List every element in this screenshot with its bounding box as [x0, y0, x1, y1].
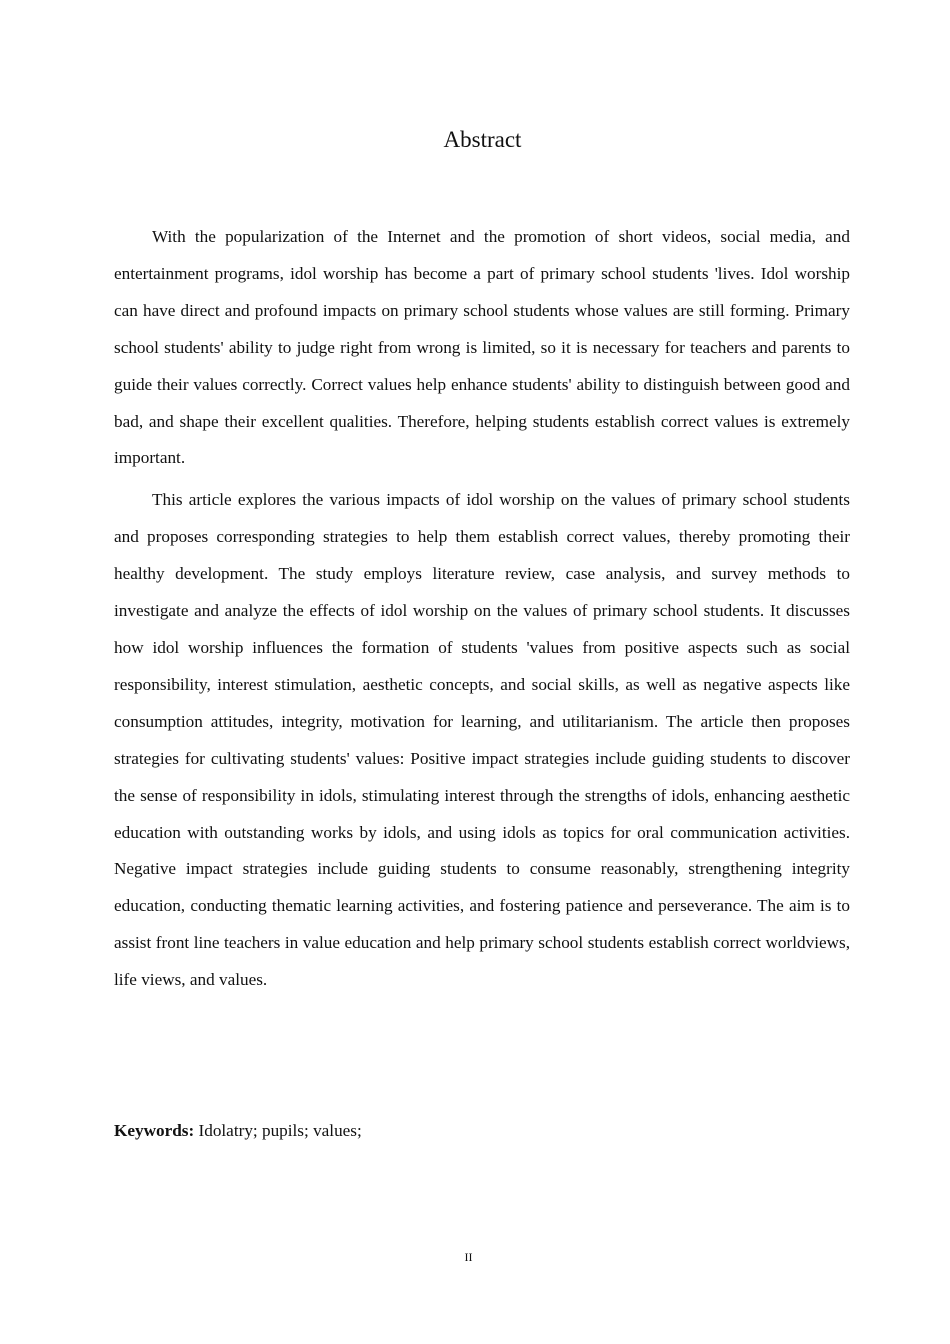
keywords-line	[114, 1114, 850, 1148]
keywords-label: Keywords:	[114, 1121, 195, 1140]
abstract-paragraph-1: With the popularization of the Internet and the promotion of short videos, social media, and entertainment programs, idol worship has become a part of primary school students 'lives. Idol worship can have direct and profound impacts on primary school students whose values are still forming. Primary school students' ability to judge right from wrong is limited, so it is necessary for teachers and parents to guide their values correctly. Correct values help enhance students' ability to distinguish between good and bad, and shape their excellent qualities. Therefore, helping students establish correct values is extremely important.	[114, 227, 850, 468]
keywords-value: Idolatry; pupils; values;	[198, 1121, 362, 1140]
abstract-paragraph-2: This article explores the various impacts of idol worship on the values of primary school students and proposes corresponding strategies to help them establish correct values, thereby promoting their healthy development. The study employs literature review, case analysis, and survey methods to investigate and analyze the effects of idol worship on the values of primary school students. It discusses how idol worship influences the formation of students 'values from positive aspects such as social responsibility, interest stimulation, aesthetic concepts, and social skills, as well as negative aspects like consumption attitudes, integrity, motivation for learning, and utilitarianism. The article then proposes strategies for cultivating students' values: Positive impact strategies include guiding students to discover the sense of responsibility in idols, stimulating interest through the strengths of idols, enhancing aesthetic education with outstanding works by idols, and using idols as topics for oral communication activities. Negative impact strategies include guiding students to consume reasonably, strengthening integrity education, conducting thematic learning activities, and fostering patience and perseverance. The aim is to assist front line teachers in value education and help primary school students establish correct worldviews, life views, and values.	[114, 490, 850, 990]
abstract-body	[114, 219, 850, 1004]
page-number: II	[464, 1250, 473, 1264]
page-title: Abstract	[443, 127, 522, 152]
